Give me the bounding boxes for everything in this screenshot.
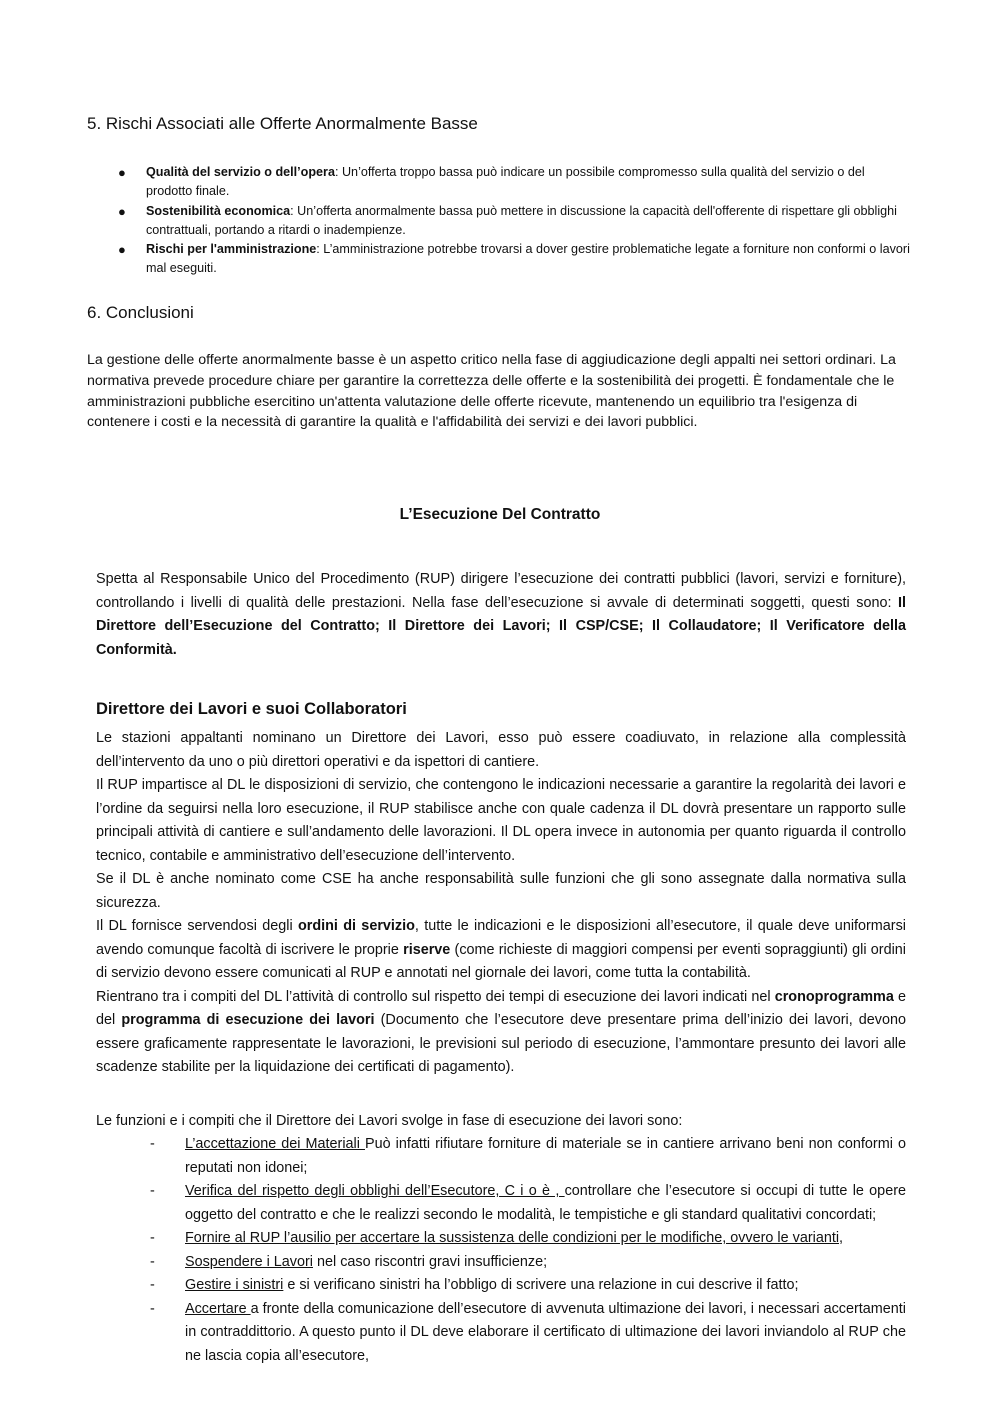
paragraph bbox=[96, 915, 906, 986]
bullet-term: Sostenibilità economica bbox=[146, 203, 291, 218]
item-text: e si verificano sinistri ha l’obbligo di scrivere una relazione in cui descrive il fatto; bbox=[283, 1277, 799, 1293]
dash-icon: - bbox=[150, 1136, 155, 1152]
conclusion-paragraph: La gestione delle offerte anormalmente basse è un aspetto critico nella fase di aggiudicazione degli appalti nei settori ordinari. La normativa prevede procedure chiare per garantire la correttezza delle offerte e la sostenibilità dei progetti. È fondamentale che le amministrazioni pubbliche esercitino un'attenta valutazione delle offerte ricevute, mantenendo un equilibrio tra l'esigenza di contenere i costi e la necessità di garantire la qualità e l'affidabilità dei servizi e dei lavori pubblici. bbox=[87, 352, 896, 431]
dash-icon: - bbox=[150, 1230, 155, 1246]
direttore-body bbox=[96, 727, 906, 1080]
bold-text: riserve bbox=[403, 941, 451, 958]
intro-text: Spetta al Responsabile Unico del Procedimento (RUP) dirigere l’esecuzione dei contratti pubblici (lavori, servizi e forniture), controllando i livelli di qualità delle prestazioni. Nella fase dell’esecuzione si avvale di determinati soggetti, questi sono: bbox=[96, 571, 906, 611]
bold-text: cronoprogramma bbox=[774, 988, 894, 1005]
underlined-term: Verifica del rispetto degli obblighi dell’Esecutore, C i o è , bbox=[185, 1183, 565, 1199]
text: (come richieste di maggiori compensi per eventi sopraggiunti) gli ordini di servizio devono essere comunicati al RUP e annotati nel giornale dei lavori, come tutta la contabilità. bbox=[96, 941, 906, 981]
section-5-heading: 5. Rischi Associati alle Offerte Anormalmente Basse bbox=[87, 114, 478, 133]
underlined-term: Fornire al RUP l’ausilio per accertare la sussistenza delle condizioni per le modifiche, ovvero le varianti, bbox=[185, 1230, 844, 1246]
list-item bbox=[150, 1251, 906, 1275]
paragraph: Le stazioni appaltanti nominano un Direttore dei Lavori, esso può essere coadiuvato, in relazione alla complessità dell’intervento da uno o più direttori operativi e da ispettori di cantiere. bbox=[96, 730, 906, 770]
underlined-term: L’accettazione dei Materiali bbox=[185, 1136, 365, 1152]
dash-icon: - bbox=[150, 1253, 155, 1270]
list-item bbox=[150, 1274, 906, 1298]
bullet-text: : Un’offerta troppo bassa può indicare un possibile compromesso sulla qualità del servizio o del prodotto finale. bbox=[146, 165, 865, 199]
risk-bullet-list bbox=[118, 163, 913, 279]
text: , tutte le indicazioni e le disposizioni all’esecutore, il quale deve uniformarsi avendo comunque facoltà di iscrivere le proprie bbox=[96, 918, 906, 958]
item-text: nel caso riscontri gravi insufficienze; bbox=[313, 1253, 548, 1270]
list-item bbox=[118, 202, 913, 241]
paragraph: Il RUP impartisce al DL le disposizioni di servizio, che contengono le indicazioni necessarie a garantire la regolarità dei lavori e l’ordine da seguirsi nella loro esecuzione, il RUP stabilisce anche con quale cadenza il DL dovrà presentare un rapporto sulle principali attività di cantiere e sull’andamento delle lavorazioni. Il DL opera invece in autonomia per quanto riguarda il controllo tecnico, contabile e amministrativo dell’esecuzione dell’intervento. bbox=[96, 777, 906, 864]
list-item bbox=[150, 1133, 906, 1180]
direttore-heading: Direttore dei Lavori e suoi Collaboratori bbox=[96, 700, 407, 718]
bullet-icon: ● bbox=[118, 203, 126, 219]
item-text: Può infatti rifiutare forniture di materiale se in cantiere arrivano beni non conformi o reputati non idonei; bbox=[185, 1136, 906, 1176]
dash-icon: - bbox=[150, 1277, 155, 1293]
underlined-term: Accertare bbox=[185, 1300, 251, 1317]
dash-icon: - bbox=[150, 1300, 155, 1317]
underlined-term: Gestire i sinistri bbox=[185, 1277, 284, 1293]
text: Il DL fornisce servendosi degli bbox=[96, 918, 298, 934]
list-item bbox=[118, 240, 913, 279]
execution-title: L’Esecuzione Del Contratto bbox=[399, 506, 601, 523]
list-item bbox=[118, 163, 913, 202]
intro-bold-text: Il Direttore dell’Esecuzione del Contratto; Il Direttore dei Lavori; Il CSP/CSE; Il Collaudatore; Il Verificatore della Conformità. bbox=[96, 594, 906, 658]
bullet-text: : L’amministrazione potrebbe trovarsi a dover gestire problematiche legate a forniture non conformi o lavori mal eseguiti. bbox=[146, 242, 910, 276]
bullet-term: Rischi per l'amministrazione bbox=[146, 242, 317, 257]
bold-text: programma di esecuzione dei lavori bbox=[121, 1012, 375, 1028]
paragraph bbox=[96, 986, 906, 1080]
underlined-term: Sospendere i Lavori bbox=[185, 1253, 313, 1270]
item-text: a fronte della comunicazione dell’esecutore di avvenuta ultimazione dei lavori, i necessari accertamenti in contraddittorio. A questo punto il DL deve elaborare il certificato di ultimazione dei lavori inviandolo al RUP che ne lascia copia all’esecutore, bbox=[185, 1300, 906, 1364]
text: e del bbox=[96, 988, 906, 1028]
duties-list bbox=[150, 1133, 906, 1368]
list-item bbox=[150, 1298, 906, 1369]
text: Rientrano tra i compiti del DL l’attività di controllo sul rispetto dei tempi di esecuzione dei lavori indicati nel bbox=[96, 988, 775, 1005]
list-item bbox=[150, 1180, 906, 1227]
bullet-icon: ● bbox=[118, 165, 126, 180]
paragraph: Se il DL è anche nominato come CSE ha anche responsabilità sulle funzioni che gli sono assegnate dalla normativa sulla sicurezza. bbox=[96, 871, 906, 911]
list-item bbox=[150, 1227, 906, 1251]
bullet-icon: ● bbox=[118, 242, 126, 258]
execution-intro bbox=[96, 568, 906, 662]
bold-text: ordini di servizio bbox=[297, 918, 415, 934]
section-6-heading: 6. Conclusioni bbox=[87, 303, 194, 322]
text: (Documento che l’esecutore deve presentare prima dell’inizio dei lavori, devono essere graficamente rappresentate le lavorazioni, le previsioni sul periodo di esecuzione, l’ammontare presunto dei lavori alle scadenze stabilite per la liquidazione dei certificati di pagamento). bbox=[96, 1012, 907, 1075]
dash-icon: - bbox=[150, 1183, 155, 1199]
bullet-text: : Un’offerta anormalmente bassa può mettere in discussione la capacità dell'offerente di rispettare gli obblighi contrattuali, portando a ritardi o inadempienze. bbox=[146, 203, 897, 237]
list-intro: Le funzioni e i compiti che il Direttore dei Lavori svolge in fase di esecuzione dei lavori sono: bbox=[96, 1113, 683, 1129]
item-text: controllare che l’esecutore si occupi di tutte le opere oggetto del contratto e che le realizzi secondo le modalità, le tempistiche e gli standard qualitativi concordati; bbox=[185, 1183, 906, 1223]
bullet-term: Qualità del servizio o dell’opera bbox=[146, 165, 335, 179]
